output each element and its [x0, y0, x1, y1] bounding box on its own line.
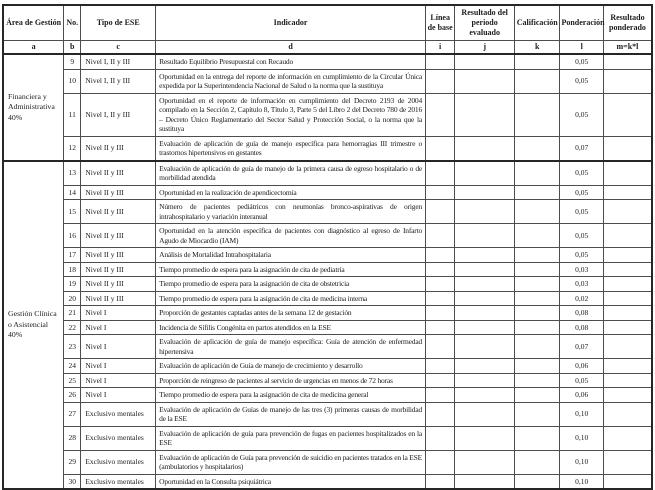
cell-ponderacion: 0,05 — [560, 93, 603, 136]
cell-resultado-periodo — [455, 185, 515, 200]
cell-no: 19 — [64, 277, 81, 292]
cell-ponderacion: 0,07 — [560, 136, 603, 161]
cell-calificacion — [514, 306, 559, 321]
cell-calificacion — [514, 93, 559, 136]
cell-indicador: Oportunidad en la realización de apendicectomía — [156, 185, 426, 200]
cell-resultado-periodo — [455, 200, 515, 224]
table-row — [3, 262, 652, 277]
table-row — [3, 402, 652, 426]
cell-resultado-ponderado — [603, 388, 652, 403]
table-row — [3, 161, 652, 186]
cell-indicador: Oportunidad en el reporte de información en cumplimiento del Decreto 2193 de 2004 compilado en la Sección 2, Capítulo 8, Título 3, Parte 5 del Libro 2 del Decreto 780 de 2016 – Decreto Único Reglamentario del Sector Salud y Protección Social, o la norma que la sustituya — [156, 93, 426, 136]
cell-ponderacion: 0,07 — [560, 335, 603, 359]
cell-tipo-ese: Nivel I — [81, 320, 156, 335]
col-header-tipo-ese: Tipo de ESE — [81, 5, 156, 41]
cell-indicador: Tiempo promedio de espera para la asignación de cita de pediatría — [156, 262, 426, 277]
col-header-no: No. — [64, 5, 81, 41]
cell-resultado-periodo — [455, 54, 515, 69]
cell-resultado-periodo — [455, 136, 515, 161]
table-row — [3, 200, 652, 224]
cell-tipo-ese: Exclusivo mentales — [81, 426, 156, 450]
cell-calificacion — [514, 402, 559, 426]
cell-linea-base — [426, 262, 455, 277]
letter-j: j — [455, 41, 515, 55]
cell-indicador: Oportunidad en la atención específica de pacientes con diagnóstico al egreso de Infarto Agudo de Miocardio (IAM) — [156, 224, 426, 248]
cell-ponderacion: 0,05 — [560, 69, 603, 93]
cell-calificacion — [514, 136, 559, 161]
table-row — [3, 69, 652, 93]
cell-linea-base — [426, 224, 455, 248]
cell-no: 10 — [64, 69, 81, 93]
letter-k: k — [514, 41, 559, 55]
cell-calificacion — [514, 54, 559, 69]
cell-indicador: Número de pacientes pediátricos con neumonías bronco-aspirativas de origen intrahospitalario y variación interanual — [156, 200, 426, 224]
cell-indicador: Evaluación de aplicación de guía para prevención de fugas en pacientes hospitalizados en la ESE — [156, 426, 426, 450]
cell-linea-base — [426, 185, 455, 200]
letter-a: a — [3, 41, 64, 55]
table-body — [3, 54, 652, 489]
table-row — [3, 306, 652, 321]
cell-resultado-periodo — [455, 262, 515, 277]
table-row — [3, 388, 652, 403]
cell-resultado-ponderado — [603, 373, 652, 388]
cell-linea-base — [426, 306, 455, 321]
cell-linea-base — [426, 388, 455, 403]
cell-resultado-periodo — [455, 474, 515, 489]
cell-resultado-ponderado — [603, 291, 652, 306]
cell-tipo-ese: Nivel II y III — [81, 262, 156, 277]
cell-indicador: Incidencia de Sífilis Congénita en partos atendidos en la ESE — [156, 320, 426, 335]
cell-linea-base — [426, 335, 455, 359]
cell-resultado-periodo — [455, 277, 515, 292]
cell-no: 24 — [64, 359, 81, 374]
cell-ponderacion: 0,05 — [560, 54, 603, 69]
cell-resultado-ponderado — [603, 136, 652, 161]
cell-indicador: Evaluación de aplicación de Guía para prevención de suicidio en pacientes tratados en la ESE (ambulatorios y hospitalarios) — [156, 450, 426, 474]
cell-resultado-ponderado — [603, 277, 652, 292]
table-row — [3, 224, 652, 248]
cell-tipo-ese: Nivel II y III — [81, 200, 156, 224]
cell-ponderacion: 0,10 — [560, 402, 603, 426]
cell-resultado-periodo — [455, 450, 515, 474]
cell-resultado-ponderado — [603, 248, 652, 263]
cell-linea-base — [426, 248, 455, 263]
cell-tipo-ese: Nivel I — [81, 373, 156, 388]
cell-resultado-ponderado — [603, 335, 652, 359]
table-row — [3, 450, 652, 474]
cell-resultado-periodo — [455, 320, 515, 335]
cell-ponderacion: 0,06 — [560, 359, 603, 374]
cell-resultado-ponderado — [603, 450, 652, 474]
cell-resultado-periodo — [455, 402, 515, 426]
cell-linea-base — [426, 69, 455, 93]
table-row — [3, 277, 652, 292]
cell-ponderacion: 0,05 — [560, 248, 603, 263]
cell-resultado-ponderado — [603, 200, 652, 224]
cell-tipo-ese: Nivel I, II y III — [81, 93, 156, 136]
cell-calificacion — [514, 224, 559, 248]
cell-linea-base — [426, 426, 455, 450]
table-row — [3, 373, 652, 388]
cell-tipo-ese: Nivel I, II y III — [81, 69, 156, 93]
cell-calificacion — [514, 262, 559, 277]
cell-indicador: Proporción de reingreso de pacientes al servicio de urgencias en menos de 72 horas — [156, 373, 426, 388]
cell-resultado-periodo — [455, 359, 515, 374]
cell-resultado-ponderado — [603, 306, 652, 321]
header-row — [3, 5, 652, 41]
cell-tipo-ese: Nivel II y III — [81, 136, 156, 161]
cell-no: 22 — [64, 320, 81, 335]
cell-ponderacion: 0,08 — [560, 306, 603, 321]
cell-tipo-ese: Nivel II y III — [81, 161, 156, 186]
cell-ponderacion: 0,10 — [560, 426, 603, 450]
cell-no: 18 — [64, 262, 81, 277]
col-header-indicador: Indicador — [156, 5, 426, 41]
cell-calificacion — [514, 69, 559, 93]
table-row — [3, 320, 652, 335]
cell-resultado-ponderado — [603, 161, 652, 186]
cell-indicador: Evaluación de aplicación de guía de manejo de la primera causa de egreso hospitalario o de morbilidad atendida — [156, 161, 426, 186]
cell-calificacion — [514, 474, 559, 489]
cell-indicador: Evaluación de aplicación de guía de manejo específica: Guía de atención de enfermedad hipertensiva — [156, 335, 426, 359]
table-row — [3, 291, 652, 306]
letter-b: b — [64, 41, 81, 55]
col-header-linea-base: Línea de base — [426, 5, 455, 41]
cell-no: 16 — [64, 224, 81, 248]
cell-no: 21 — [64, 306, 81, 321]
cell-ponderacion: 0,05 — [560, 185, 603, 200]
cell-ponderacion: 0,10 — [560, 474, 603, 489]
table-row — [3, 359, 652, 374]
cell-resultado-ponderado — [603, 426, 652, 450]
cell-indicador: Evaluación de aplicación de Guía de manejo de crecimiento y desarrollo — [156, 359, 426, 374]
col-header-resultado-ponderado: Resultado ponderado — [603, 5, 652, 41]
cell-tipo-ese: Nivel I — [81, 388, 156, 403]
cell-no: 12 — [64, 136, 81, 161]
cell-calificacion — [514, 359, 559, 374]
table-row — [3, 136, 652, 161]
cell-resultado-ponderado — [603, 262, 652, 277]
cell-tipo-ese: Nivel II y III — [81, 248, 156, 263]
cell-resultado-periodo — [455, 306, 515, 321]
cell-indicador: Tiempo promedio de espera para la asignación de cita de obstetricia — [156, 277, 426, 292]
cell-resultado-periodo — [455, 248, 515, 263]
cell-indicador: Análisis de Mortalidad Intrahospitalaria — [156, 248, 426, 263]
cell-calificacion — [514, 200, 559, 224]
cell-linea-base — [426, 200, 455, 224]
cell-tipo-ese: Nivel I, II y III — [81, 54, 156, 69]
cell-resultado-ponderado — [603, 224, 652, 248]
cell-no: 25 — [64, 373, 81, 388]
table-row — [3, 54, 652, 69]
letters-row — [3, 41, 652, 55]
cell-resultado-periodo — [455, 224, 515, 248]
cell-linea-base — [426, 373, 455, 388]
cell-calificacion — [514, 388, 559, 403]
table-header — [3, 5, 652, 54]
col-header-calificacion: Calificación — [514, 5, 559, 41]
col-header-area: Área de Gestión — [3, 5, 64, 41]
cell-tipo-ese: Exclusivo mentales — [81, 474, 156, 489]
cell-resultado-ponderado — [603, 359, 652, 374]
cell-resultado-periodo — [455, 69, 515, 93]
table-row — [3, 335, 652, 359]
cell-tipo-ese: Nivel I — [81, 335, 156, 359]
cell-tipo-ese: Nivel II y III — [81, 291, 156, 306]
cell-ponderacion: 0,08 — [560, 320, 603, 335]
cell-ponderacion: 0,03 — [560, 277, 603, 292]
cell-resultado-periodo — [455, 291, 515, 306]
cell-linea-base — [426, 450, 455, 474]
cell-indicador: Proporción de gestantes captadas antes de la semana 12 de gestación — [156, 306, 426, 321]
letter-d: d — [156, 41, 426, 55]
cell-resultado-periodo — [455, 373, 515, 388]
cell-no: 29 — [64, 450, 81, 474]
cell-no: 11 — [64, 93, 81, 136]
cell-no: 30 — [64, 474, 81, 489]
cell-calificacion — [514, 335, 559, 359]
cell-no: 14 — [64, 185, 81, 200]
cell-resultado-periodo — [455, 161, 515, 186]
cell-calificacion — [514, 161, 559, 186]
cell-indicador: Oportunidad en la Consulta psiquiátrica — [156, 474, 426, 489]
cell-no: 9 — [64, 54, 81, 69]
cell-calificacion — [514, 291, 559, 306]
cell-indicador: Tiempo promedio de espera para la asignación de cita de medicina general — [156, 388, 426, 403]
cell-resultado-ponderado — [603, 54, 652, 69]
table-row — [3, 185, 652, 200]
cell-resultado-periodo — [455, 388, 515, 403]
cell-resultado-ponderado — [603, 93, 652, 136]
table-row — [3, 426, 652, 450]
cell-tipo-ese: Exclusivo mentales — [81, 450, 156, 474]
cell-linea-base — [426, 136, 455, 161]
cell-no: 17 — [64, 248, 81, 263]
cell-linea-base — [426, 161, 455, 186]
cell-linea-base — [426, 291, 455, 306]
cell-linea-base — [426, 359, 455, 374]
cell-ponderacion: 0,05 — [560, 224, 603, 248]
cell-indicador: Oportunidad en la entrega del reporte de información en cumplimiento de la Circular Única expedida por la Superintendencia Nacional de Salud o la norma que la sustituya — [156, 69, 426, 93]
cell-resultado-periodo — [455, 335, 515, 359]
cell-no: 27 — [64, 402, 81, 426]
cell-ponderacion: 0,03 — [560, 262, 603, 277]
cell-no: 26 — [64, 388, 81, 403]
cell-no: 15 — [64, 200, 81, 224]
cell-no: 23 — [64, 335, 81, 359]
cell-calificacion — [514, 277, 559, 292]
table-row — [3, 248, 652, 263]
cell-resultado-ponderado — [603, 320, 652, 335]
cell-linea-base — [426, 474, 455, 489]
cell-resultado-ponderado — [603, 69, 652, 93]
cell-no: 28 — [64, 426, 81, 450]
cell-tipo-ese: Nivel I — [81, 306, 156, 321]
cell-no: 20 — [64, 291, 81, 306]
cell-ponderacion: 0,02 — [560, 291, 603, 306]
cell-no: 13 — [64, 161, 81, 186]
cell-calificacion — [514, 450, 559, 474]
cell-indicador: Evaluación de aplicación de guía de manejo específica para hemorragias III trimestre o trastornos hipertensivos en gestantes — [156, 136, 426, 161]
letter-i: i — [426, 41, 455, 55]
cell-indicador: Resultado Equilibrio Presupuestal con Recaudo — [156, 54, 426, 69]
cell-linea-base — [426, 93, 455, 136]
cell-linea-base — [426, 277, 455, 292]
cell-resultado-ponderado — [603, 185, 652, 200]
cell-resultado-ponderado — [603, 474, 652, 489]
cell-linea-base — [426, 54, 455, 69]
cell-tipo-ese: Nivel II y III — [81, 224, 156, 248]
table-row — [3, 93, 652, 136]
cell-calificacion — [514, 373, 559, 388]
cell-calificacion — [514, 320, 559, 335]
letter-l: l — [560, 41, 603, 55]
cell-resultado-periodo — [455, 426, 515, 450]
cell-ponderacion: 0,10 — [560, 450, 603, 474]
col-header-resultado-periodo: Resultado del periodo evaluado — [455, 5, 515, 41]
cell-tipo-ese: Nivel II y III — [81, 277, 156, 292]
cell-ponderacion: 0,06 — [560, 388, 603, 403]
cell-calificacion — [514, 426, 559, 450]
cell-indicador: Evaluación de aplicación de Guías de manejo de las tres (3) primeras causas de morbilidad de la ESE — [156, 402, 426, 426]
letter-c: c — [81, 41, 156, 55]
cell-tipo-ese: Nivel II y III — [81, 185, 156, 200]
cell-calificacion — [514, 248, 559, 263]
cell-tipo-ese: Nivel I — [81, 359, 156, 374]
area-group-cell: Gestión Clínica o Asistencial 40% — [3, 161, 64, 490]
cell-linea-base — [426, 402, 455, 426]
indicators-table — [2, 4, 653, 490]
letter-m: m=k*l — [603, 41, 652, 55]
cell-resultado-periodo — [455, 93, 515, 136]
cell-resultado-ponderado — [603, 402, 652, 426]
cell-tipo-ese: Exclusivo mentales — [81, 402, 156, 426]
cell-ponderacion: 0,05 — [560, 200, 603, 224]
cell-ponderacion: 0,05 — [560, 161, 603, 186]
table-row — [3, 474, 652, 489]
cell-calificacion — [514, 185, 559, 200]
cell-ponderacion: 0,05 — [560, 373, 603, 388]
cell-indicador: Tiempo promedio de espera para la asignación de cita de medicina interna — [156, 291, 426, 306]
area-group-cell: Financiera y Administrativa 40% — [3, 54, 64, 161]
col-header-ponderacion: Ponderación — [560, 5, 603, 41]
cell-linea-base — [426, 320, 455, 335]
